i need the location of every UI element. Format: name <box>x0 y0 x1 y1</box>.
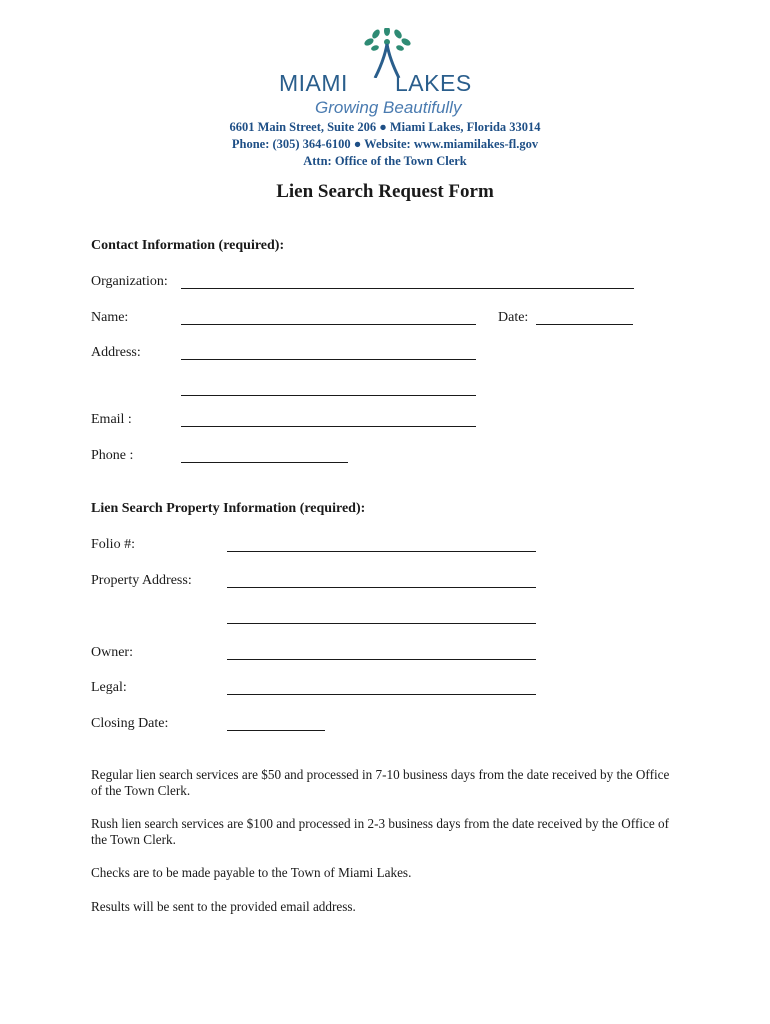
checks-note: Checks are to be made payable to the Town of Miami Lakes. <box>91 865 412 880</box>
property-section-heading: Lien Search Property Information (required): <box>91 501 366 516</box>
name-field[interactable] <box>181 324 476 325</box>
address-field-line-1[interactable] <box>181 359 476 360</box>
logo-text-left: MIAMI <box>279 70 348 96</box>
attn-line: Attn: Office of the Town Clerk <box>303 154 467 168</box>
email-field[interactable] <box>181 426 476 427</box>
legal-field[interactable] <box>227 694 536 695</box>
name-label: Name: <box>91 310 129 325</box>
form-title: Lien Search Request Form <box>276 181 494 202</box>
property-address-field-line-1[interactable] <box>227 587 536 588</box>
closing-date-label: Closing Date: <box>91 716 169 731</box>
folio-label: Folio #: <box>91 537 135 552</box>
owner-label: Owner: <box>91 645 133 660</box>
organization-field[interactable] <box>181 288 634 289</box>
property-address-field-line-2[interactable] <box>227 623 536 624</box>
date-label: Date: <box>498 310 529 325</box>
folio-field[interactable] <box>227 551 536 552</box>
closing-date-field[interactable] <box>227 730 325 731</box>
address-label: Address: <box>91 345 141 360</box>
owner-field[interactable] <box>227 659 536 660</box>
address-field-line-2[interactable] <box>181 395 476 396</box>
regular-service-note: Regular lien search services are $50 and processed in 7-10 business days from the date received by the Office of the Town Clerk. <box>91 767 670 798</box>
contact-line: Phone: (305) 364-6100 ● Website: www.miamilakes-fl.gov <box>231 137 539 151</box>
contact-section-heading: Contact Information (required): <box>91 238 285 253</box>
town-logo <box>277 28 497 120</box>
rush-service-note: Rush lien search services are $100 and processed in 2-3 business days from the date received by the Office of the Town Clerk. <box>91 816 669 847</box>
date-field[interactable] <box>536 324 633 325</box>
legal-label: Legal: <box>91 680 127 695</box>
phone-label: Phone : <box>91 448 134 463</box>
phone-field[interactable] <box>181 462 348 463</box>
property-address-label: Property Address: <box>91 573 192 588</box>
logo-tagline: Growing Beautifully <box>315 98 462 117</box>
results-note: Results will be sent to the provided email address. <box>91 899 356 914</box>
email-label: Email : <box>91 412 132 427</box>
logo-text-right: LAKES <box>395 70 472 96</box>
organization-label: Organization: <box>91 274 168 289</box>
address-line: 6601 Main Street, Suite 206 ● Miami Lakes, Florida 33014 <box>229 120 541 134</box>
